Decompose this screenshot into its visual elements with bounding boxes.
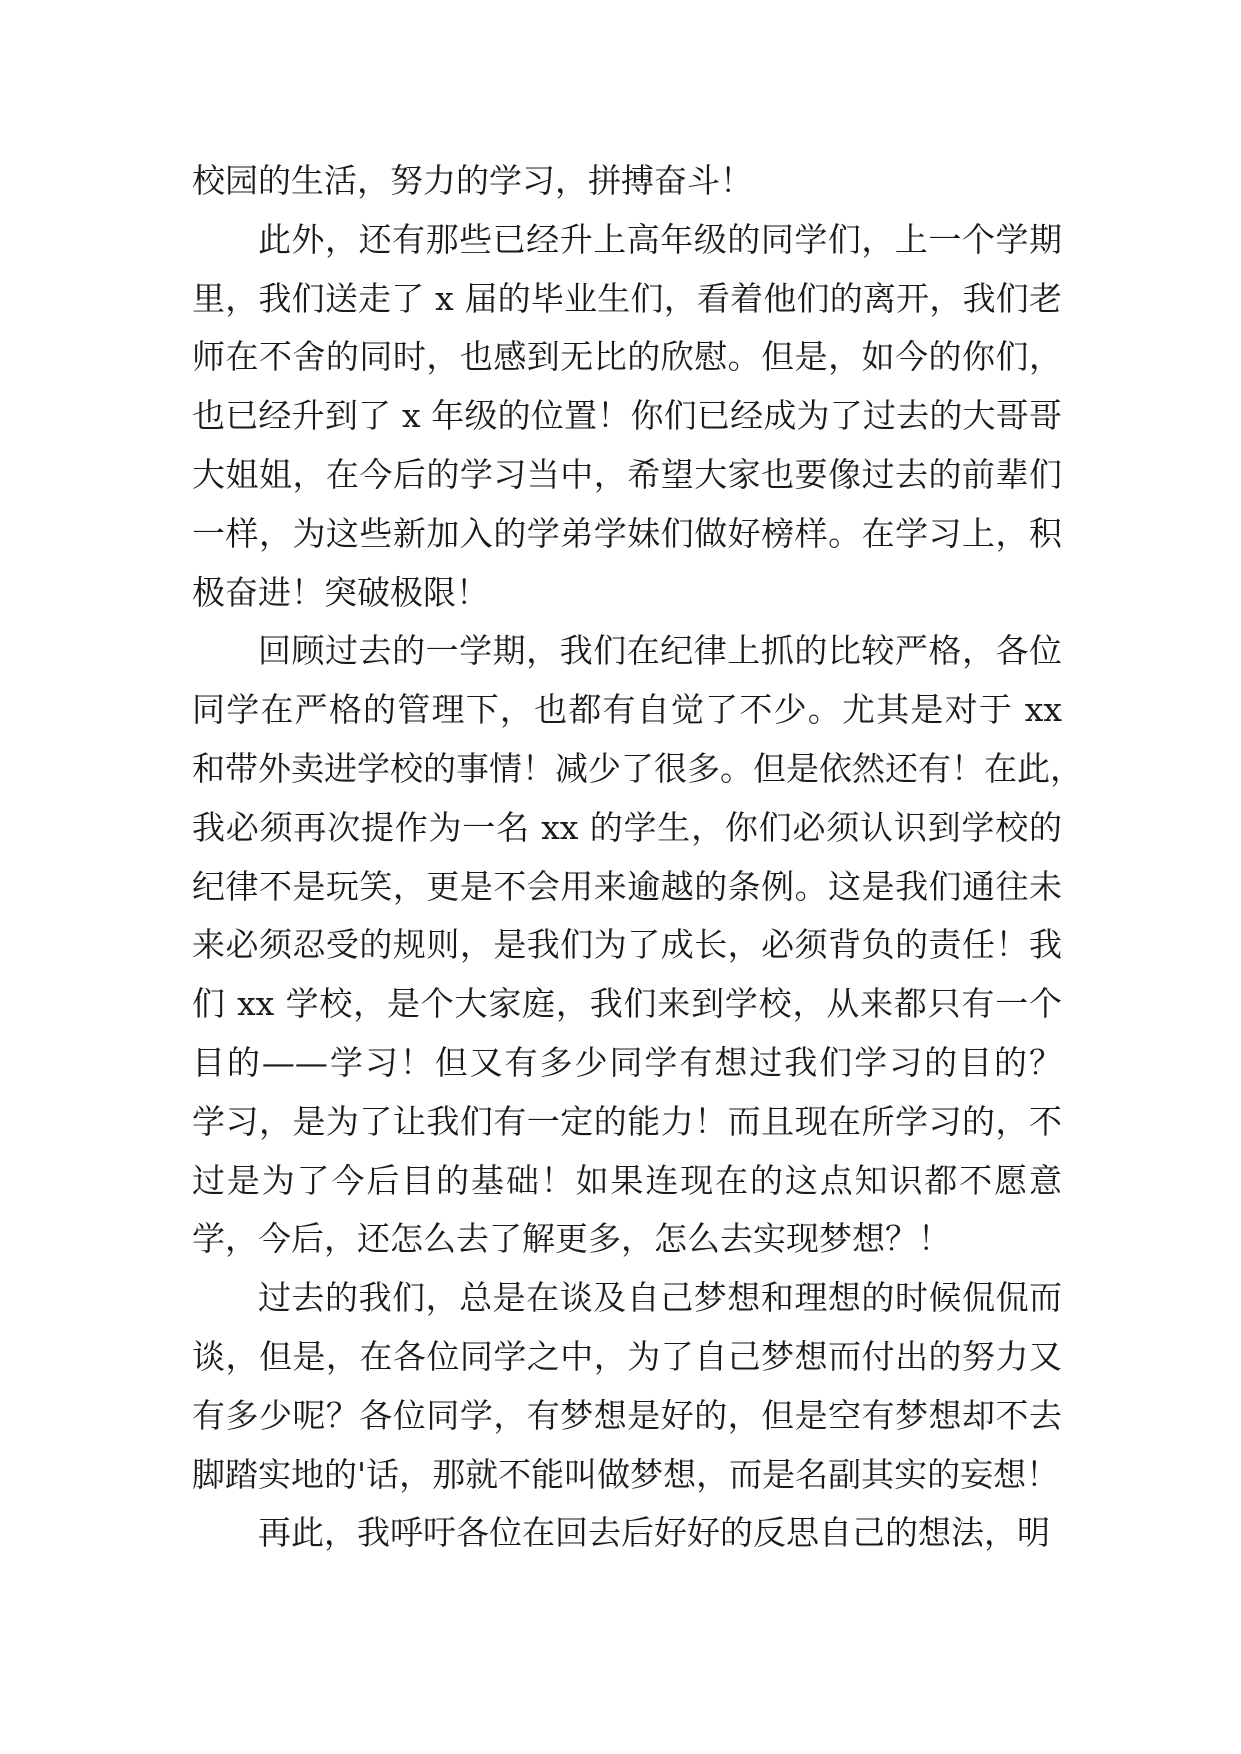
paragraph	[192, 211, 1062, 623]
text-line: 同学在严格的管理下，也都有自觉了不少。尤其是对于 xx	[192, 690, 1062, 730]
text-line: 有多少呢？各位同学，有梦想是好的，但是空有梦想却不去	[192, 1395, 1062, 1435]
text-line: 目的——学习！但又有多少同学有想过我们学习的目的？	[192, 1042, 1062, 1082]
text-line: 校园的生活，努力的学习，拼搏奋斗！	[192, 161, 753, 200]
text-line: 回顾过去的一学期，我们在纪律上抓的比较严格，各位	[258, 631, 1062, 671]
text-line: 和带外卖进学校的事情！减少了很多。但是依然还有！在此，	[192, 748, 1083, 788]
text-line: 一样，为这些新加入的学弟学妹们做好榜样。在学习上，积	[192, 513, 1062, 553]
text-line: 们 xx 学校，是个大家庭，我们来到学校，从来都只有一个	[192, 984, 1062, 1024]
text-line: 过是为了今后目的基础！如果连现在的这点知识都不愿意	[192, 1160, 1062, 1200]
text-line: 大姐姐，在今后的学习当中，希望大家也要像过去的前辈们	[192, 454, 1062, 494]
text-line: 谈，但是，在各位同学之中，为了自己梦想而付出的努力又	[192, 1336, 1062, 1376]
text-line: 极奋进！突破极限！	[192, 572, 489, 612]
text-line: 学，今后，还怎么去了解更多，怎么去实现梦想？！	[192, 1219, 951, 1259]
text-line: 我必须再次提作为一名 xx 的学生，你们必须认识到学校的	[192, 807, 1062, 847]
text-line: 师在不舍的同时，也感到无比的欣慰。但是，如今的你们，	[192, 337, 1062, 377]
document-body	[192, 152, 1083, 1563]
text-line: 学习，是为了让我们有一定的能力！而且现在所学习的，不	[192, 1101, 1062, 1141]
text-line: 里，我们送走了 x 届的毕业生们，看着他们的离开，我们老	[192, 278, 1062, 318]
paragraph	[192, 622, 1083, 1269]
text-line: 过去的我们，总是在谈及自己梦想和理想的时候侃侃而	[258, 1278, 1062, 1318]
text-line: 再此，我呼吁各位在回去后好好的反思自己的想法，明	[258, 1513, 1050, 1553]
paragraph	[192, 1504, 1062, 1563]
paragraph	[192, 152, 1062, 211]
paragraph	[192, 1269, 1062, 1504]
text-line: 也已经升到了 x 年级的位置！你们已经成为了过去的大哥哥	[192, 396, 1062, 436]
text-line: 纪律不是玩笑，更是不会用来逾越的条例。这是我们通往未	[192, 866, 1062, 906]
text-line: 来必须忍受的规则，是我们为了成长，必须背负的责任！我	[192, 925, 1062, 965]
text-line: 脚踏实地的'话，那就不能叫做梦想，而是名副其实的妄想！	[192, 1454, 1060, 1494]
text-line: 此外，还有那些已经升上高年级的同学们，上一个学期	[258, 219, 1062, 259]
